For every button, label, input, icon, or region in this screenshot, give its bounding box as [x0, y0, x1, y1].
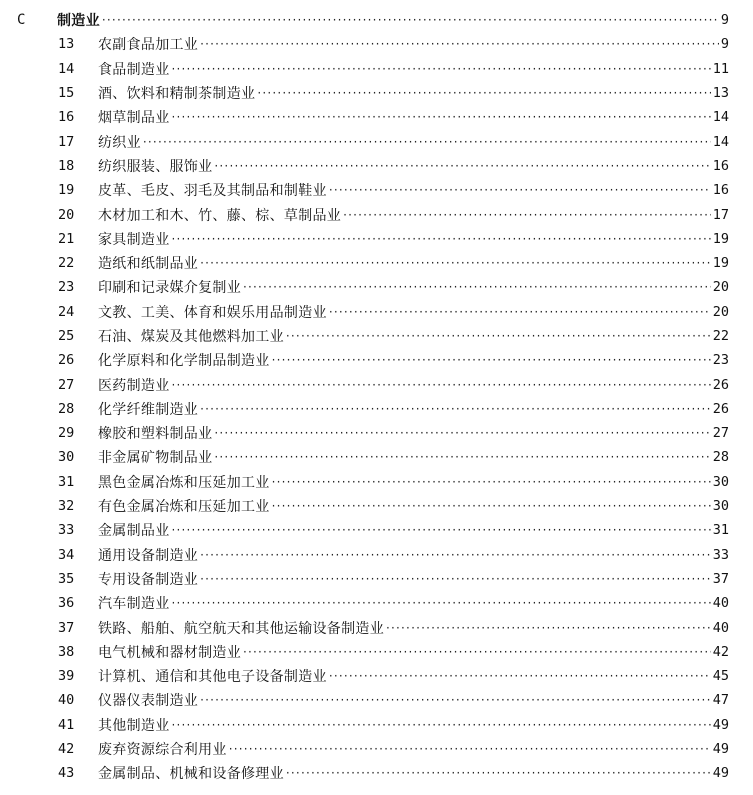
entry-title-wrap	[98, 326, 729, 346]
entry-title-wrap	[98, 496, 729, 516]
entry-number: 22	[58, 255, 75, 272]
toc-entry-row[interactable]	[0, 688, 753, 712]
entry-title: 化学纤维制造业	[98, 401, 199, 418]
toc-entry-row[interactable]	[0, 275, 753, 299]
entry-page-number: 42	[712, 643, 729, 660]
entry-title-wrap	[98, 399, 729, 419]
entry-title: 有色金属冶炼和压延加工业	[98, 499, 270, 516]
entry-title-wrap	[98, 277, 729, 297]
dot-leader	[386, 621, 727, 635]
entry-title: 其他制造业	[98, 717, 170, 734]
entry-number: 40	[58, 692, 75, 709]
toc-entry-row[interactable]	[0, 494, 753, 518]
entry-title: 医药制造业	[98, 377, 170, 394]
toc-entry-row[interactable]	[0, 591, 753, 615]
section-title-wrap	[57, 10, 729, 30]
entry-page-number: 22	[712, 328, 729, 344]
entry-title: 文教、工美、体育和娱乐用品制造业	[98, 304, 327, 321]
entry-page-number: 16	[712, 157, 729, 174]
dot-leader	[172, 232, 728, 246]
dot-leader	[172, 62, 728, 76]
entry-number: 42	[58, 741, 75, 758]
entry-title: 汽车制造业	[98, 596, 170, 613]
entry-title: 橡胶和塑料制品业	[98, 426, 213, 443]
dot-leader	[102, 13, 727, 27]
dot-leader	[200, 572, 727, 586]
entry-title-wrap	[98, 593, 729, 613]
entry-number: 19	[58, 182, 75, 199]
toc-entry-row[interactable]	[0, 178, 753, 202]
entry-title: 农副食品加工业	[98, 37, 199, 54]
dot-leader	[200, 402, 727, 416]
section-page-number: 9	[720, 12, 729, 29]
dot-leader	[143, 135, 727, 149]
entry-title-wrap	[98, 545, 729, 565]
entry-title: 非金属矿物制品业	[98, 450, 213, 467]
toc-entry-row[interactable]	[0, 57, 753, 81]
entry-title: 木材加工和木、竹、藤、棕、草制品业	[98, 207, 342, 224]
entry-title: 皮革、毛皮、羽毛及其制品和制鞋业	[98, 183, 327, 200]
entry-number: 32	[58, 498, 75, 515]
toc-entry-row[interactable]	[0, 713, 753, 737]
entry-page-number: 26	[712, 400, 729, 417]
dot-leader	[200, 693, 727, 707]
entry-page-number: 30	[712, 498, 729, 515]
dot-leader	[229, 742, 727, 756]
entry-page-number: 26	[712, 376, 729, 393]
entry-number: 16	[58, 109, 75, 126]
entry-number: 33	[58, 522, 75, 539]
toc-entry-row[interactable]	[0, 664, 753, 688]
entry-number: 29	[58, 425, 75, 442]
entry-title-wrap	[98, 375, 729, 395]
entry-title: 仪器仪表制造业	[98, 693, 199, 710]
entry-number: 15	[58, 85, 75, 102]
entry-title: 化学原料和化学制品制造业	[98, 353, 270, 370]
entry-page-number: 11	[712, 60, 729, 77]
toc-entry-row[interactable]	[0, 300, 753, 324]
toc-entry-row[interactable]	[0, 105, 753, 129]
entry-page-number: 20	[712, 279, 729, 296]
entry-title-wrap	[98, 447, 729, 467]
entry-page-number: 31	[712, 522, 729, 539]
entry-title: 造纸和纸制品业	[98, 256, 199, 273]
entry-page-number: 49	[712, 716, 729, 733]
entry-page-number: 13	[712, 85, 729, 102]
dot-leader	[272, 499, 727, 513]
entry-title: 电气机械和器材制造业	[98, 644, 241, 661]
toc-entry-row[interactable]	[0, 761, 753, 785]
dot-leader	[257, 86, 727, 100]
toc-section-row[interactable]	[0, 8, 753, 32]
dot-leader	[272, 353, 727, 367]
entry-title: 石油、煤炭及其他燃料加工业	[98, 329, 284, 345]
entry-page-number: 40	[712, 619, 729, 636]
toc-entry-row[interactable]	[0, 640, 753, 664]
entry-title: 印刷和记录媒介复制业	[98, 280, 241, 297]
dot-leader	[200, 37, 727, 51]
dot-leader	[214, 426, 727, 440]
entry-title-wrap	[98, 83, 729, 103]
entry-title-wrap	[98, 618, 729, 638]
dot-leader	[329, 183, 727, 197]
section-code: C	[17, 12, 26, 29]
toc-entry-row[interactable]	[0, 421, 753, 445]
dot-leader	[172, 596, 728, 610]
entry-page-number: 40	[712, 595, 729, 612]
entry-title-wrap	[98, 205, 729, 225]
entry-title-wrap	[98, 666, 729, 686]
entry-title-wrap	[98, 472, 729, 492]
entry-title-wrap	[98, 690, 729, 710]
entry-page-number: 33	[712, 546, 729, 563]
entry-page-number: 28	[712, 449, 729, 466]
section-title: 制造业	[57, 13, 100, 30]
entry-page-number: 20	[712, 303, 729, 320]
entry-number: 34	[58, 546, 75, 563]
toc-entry-row[interactable]	[0, 470, 753, 494]
entry-title-wrap	[98, 520, 729, 540]
toc-entry-row[interactable]	[0, 518, 753, 542]
entry-page-number: 37	[712, 570, 729, 587]
dot-leader	[329, 669, 727, 683]
entry-title-wrap	[98, 34, 729, 54]
entry-number: 17	[58, 133, 75, 150]
entry-title: 酒、饮料和精制茶制造业	[98, 86, 256, 103]
entry-page-number: 9	[720, 36, 729, 53]
entry-title: 烟草制品业	[98, 110, 170, 127]
toc-entry-row[interactable]	[0, 397, 753, 421]
entry-title: 铁路、船舶、航空航天和其他运输设备制造业	[98, 620, 384, 637]
entry-page-number: 49	[712, 741, 729, 758]
entry-number: 20	[58, 206, 75, 223]
entry-title-wrap	[98, 180, 729, 200]
entry-number: 24	[58, 303, 75, 320]
entry-page-number: 23	[712, 352, 729, 369]
entry-title: 食品制造业	[98, 61, 170, 78]
entry-number: 38	[58, 643, 75, 660]
dot-leader	[200, 548, 727, 562]
entry-number: 37	[58, 619, 75, 636]
entry-number: 13	[58, 36, 75, 53]
entry-title: 家具制造业	[98, 231, 170, 248]
entry-number: 35	[58, 570, 75, 587]
entry-page-number: 14	[712, 133, 729, 150]
entry-number: 23	[58, 279, 75, 296]
dot-leader	[172, 378, 728, 392]
entry-title-wrap	[98, 423, 729, 443]
toc-entry-row[interactable]	[0, 251, 753, 275]
entry-page-number: 16	[712, 182, 729, 199]
entry-page-number: 47	[712, 692, 729, 709]
toc-entry-row[interactable]	[0, 737, 753, 761]
entry-number: 14	[58, 60, 75, 77]
toc-entry-row[interactable]	[0, 81, 753, 105]
table-of-contents	[0, 8, 753, 786]
dot-leader	[172, 110, 728, 124]
entry-title: 废弃资源综合利用业	[98, 742, 227, 759]
entry-title: 通用设备制造业	[98, 547, 199, 564]
entry-number: 41	[58, 716, 75, 733]
entry-number: 43	[58, 765, 75, 782]
entry-number: 21	[58, 230, 75, 247]
entry-title-wrap	[98, 253, 729, 273]
entry-number: 18	[58, 157, 75, 174]
entry-number: 27	[58, 376, 75, 393]
toc-entry-row[interactable]	[0, 227, 753, 251]
entry-title: 专用设备制造业	[98, 571, 199, 588]
entry-page-number: 30	[712, 473, 729, 490]
dot-leader	[343, 208, 727, 222]
entry-title: 纺织业	[98, 134, 141, 151]
dot-leader	[243, 280, 727, 294]
dot-leader	[214, 450, 727, 464]
entry-title-wrap	[98, 569, 729, 589]
entry-number: 39	[58, 668, 75, 685]
toc-entry-row[interactable]	[0, 348, 753, 372]
toc-entry-row[interactable]	[0, 445, 753, 469]
dot-leader	[243, 645, 727, 659]
dot-leader	[329, 305, 727, 319]
entry-page-number: 45	[712, 668, 729, 685]
entry-title-wrap	[98, 59, 729, 79]
entry-title-wrap	[98, 107, 729, 127]
entry-title-wrap	[98, 763, 729, 783]
entry-title-wrap	[98, 302, 729, 322]
entry-title: 计算机、通信和其他电子设备制造业	[98, 669, 327, 686]
entry-number: 31	[58, 473, 75, 490]
entry-title: 金属制品业	[98, 523, 170, 540]
toc-entry-row[interactable]	[0, 154, 753, 178]
entry-title-wrap	[98, 739, 729, 759]
entry-page-number: 17	[712, 206, 729, 223]
toc-entry-row[interactable]	[0, 129, 753, 153]
entry-title-wrap	[98, 132, 729, 152]
entry-title: 黑色金属冶炼和压延加工业	[98, 474, 270, 491]
entry-title-wrap	[98, 715, 729, 735]
entry-number: 36	[58, 595, 75, 612]
entry-number: 28	[58, 400, 75, 417]
entry-page-number: 19	[712, 230, 729, 247]
entry-title-wrap	[98, 350, 729, 370]
dot-leader	[272, 475, 727, 489]
entry-number: 30	[58, 449, 75, 466]
entry-title-wrap	[98, 229, 729, 249]
dot-leader	[286, 329, 727, 343]
dot-leader	[286, 766, 727, 780]
entry-title: 金属制品、机械和设备修理业	[98, 766, 284, 783]
entry-page-number: 49	[712, 765, 729, 782]
entry-title-wrap	[98, 642, 729, 662]
toc-entry-row[interactable]	[0, 372, 753, 396]
dot-leader	[172, 523, 728, 537]
toc-entry-row[interactable]	[0, 567, 753, 591]
toc-entry-row[interactable]	[0, 32, 753, 56]
dot-leader	[200, 256, 727, 270]
toc-entry-row[interactable]	[0, 324, 753, 348]
entry-title: 纺织服装、服饰业	[98, 158, 213, 175]
entry-page-number: 27	[712, 425, 729, 442]
dot-leader	[172, 718, 728, 732]
entry-number: 26	[58, 352, 75, 369]
dot-leader	[214, 159, 727, 173]
entry-number: 25	[58, 328, 75, 344]
toc-entry-row[interactable]	[0, 615, 753, 639]
entry-page-number: 19	[712, 255, 729, 272]
toc-entry-row[interactable]	[0, 543, 753, 567]
entry-page-number: 14	[712, 109, 729, 126]
entry-title-wrap	[98, 156, 729, 176]
toc-entry-list	[0, 32, 753, 785]
toc-entry-row[interactable]	[0, 202, 753, 226]
